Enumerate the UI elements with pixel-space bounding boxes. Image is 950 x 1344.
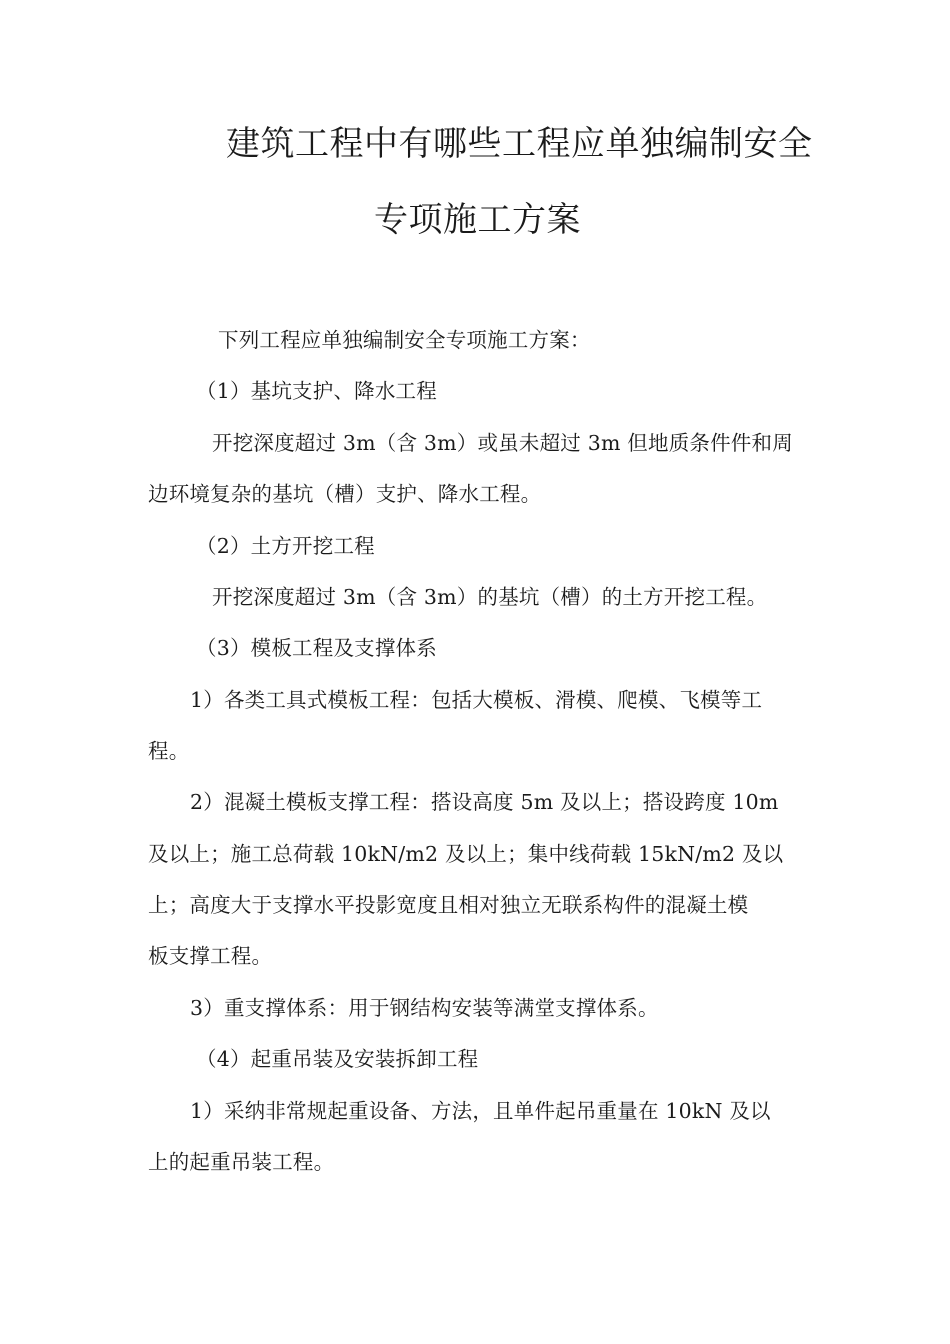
- section-3-item-2-line-4: 板支撑工程。: [148, 944, 273, 968]
- section-3-item-2-line-2: 及以上；施工总荷载 10kN/m2 及以上；集中线荷载 15kN/m2 及以: [148, 842, 784, 866]
- section-3-item-1-line-1: 1）各类工具式模板工程：包括大模板、滑模、爬模、飞模等工: [190, 688, 763, 712]
- document-title-line-2: 专项施工方案: [374, 200, 581, 240]
- section-1-text-line-1: 开挖深度超过 3m（含 3m）或虽未超过 3m 但地质条件件和周: [212, 431, 793, 455]
- section-heading-1: （1）基坑支护、降水工程: [196, 379, 437, 403]
- section-4-item-1-line-2: 上的起重吊装工程。: [148, 1150, 335, 1174]
- section-heading-3: （3）模板工程及支撑体系: [196, 636, 437, 660]
- section-3-item-2-line-3: 上；高度大于支撑水平投影宽度且相对独立无联系构件的混凝土模: [148, 893, 749, 917]
- section-heading-4: （4）起重吊装及安装拆卸工程: [196, 1047, 479, 1071]
- section-3-item-2-line-1: 2）混凝土模板支撑工程：搭设高度 5m 及以上；搭设跨度 10m: [190, 790, 779, 814]
- intro-paragraph: 下列工程应单独编制安全专项施工方案：: [218, 328, 591, 352]
- section-1-text-line-2: 边环境复杂的基坑（槽）支护、降水工程。: [148, 482, 542, 506]
- section-heading-2: （2）土方开挖工程: [196, 534, 375, 558]
- section-3-item-1-line-2: 程。: [148, 739, 190, 763]
- document-title-line-1: 建筑工程中有哪些工程应单独编制安全: [226, 124, 813, 164]
- section-3-item-3-line-1: 3）重支撑体系：用于钢结构安装等满堂支撑体系。: [190, 996, 659, 1020]
- section-4-item-1-line-1: 1）采纳非常规起重设备、方法，且单件起吊重量在 10kN 及以: [190, 1099, 771, 1123]
- section-2-text-line-1: 开挖深度超过 3m（含 3m）的基坑（槽）的土方开挖工程。: [212, 585, 768, 609]
